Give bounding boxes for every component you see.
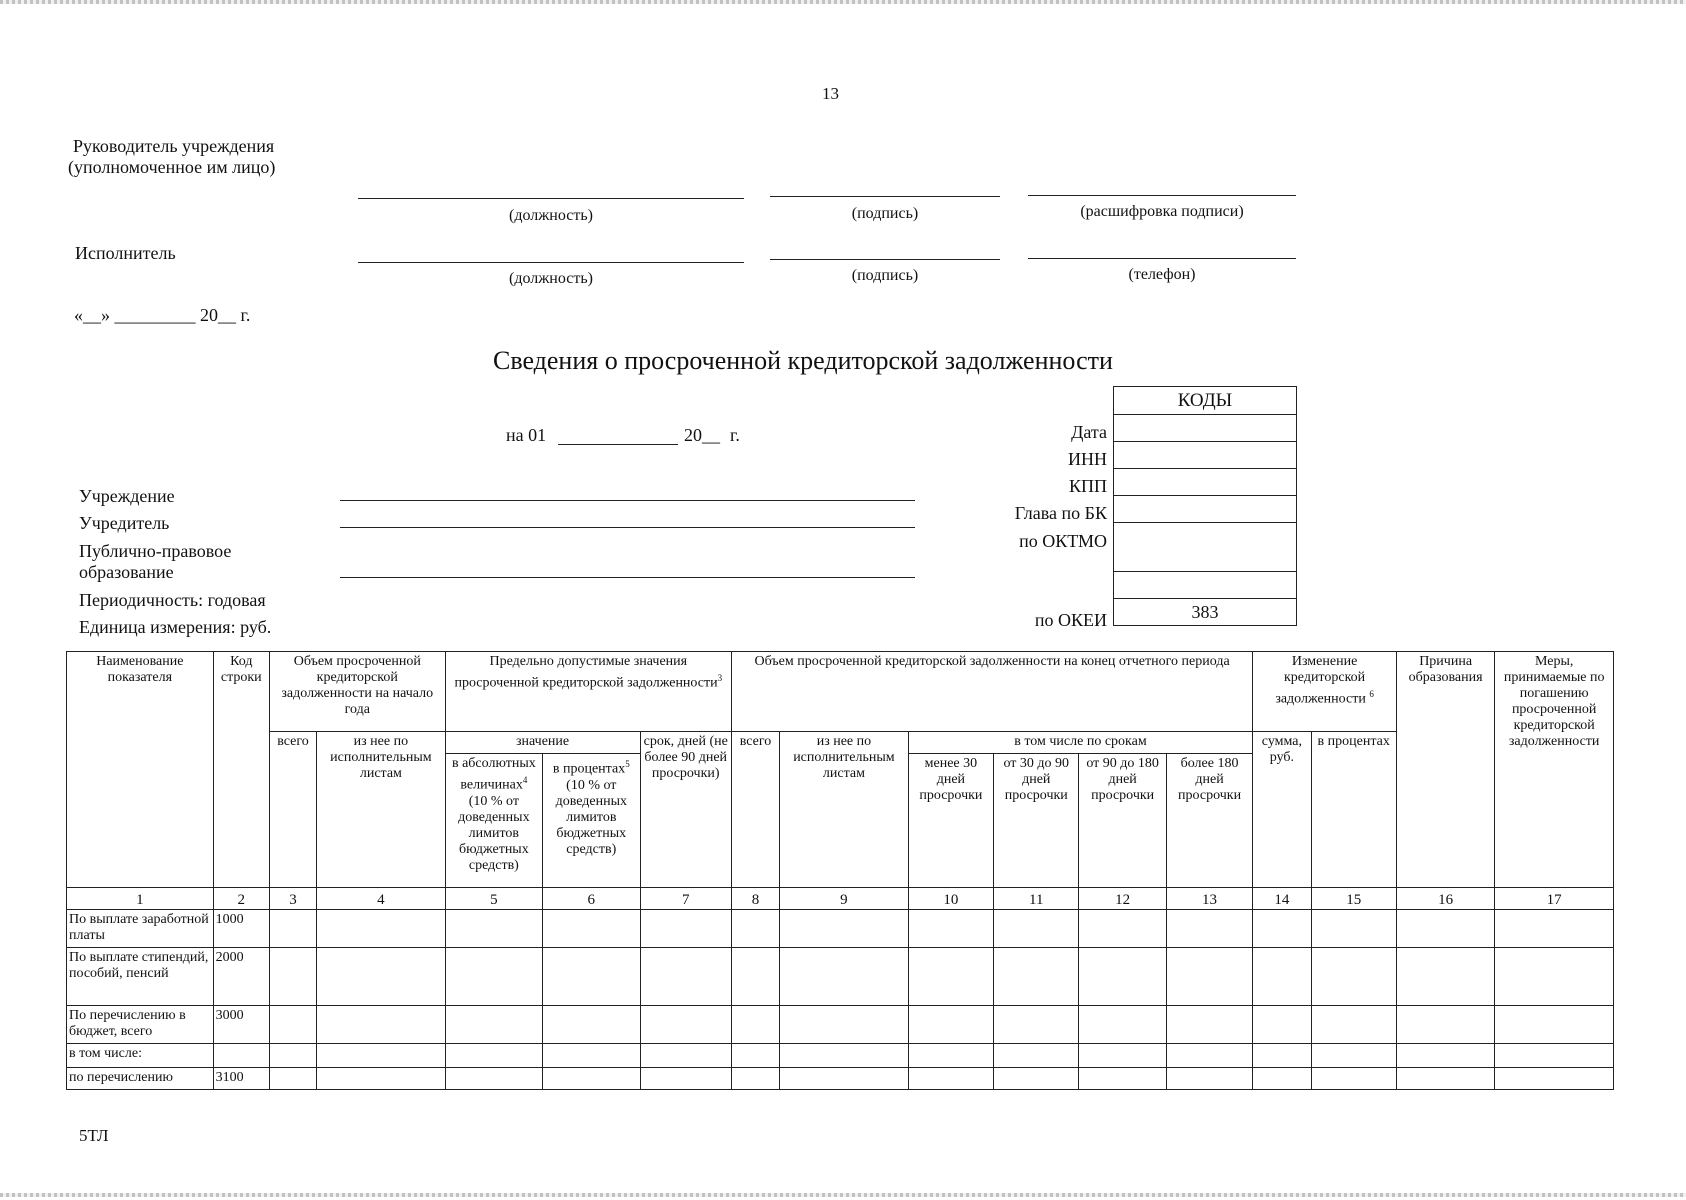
column-number: 2 <box>213 888 269 910</box>
row-name: По выплате заработной платы <box>67 910 214 948</box>
codes-box <box>1113 386 1297 626</box>
executor-signature-line <box>770 259 1000 260</box>
row-name: По перечислению в бюджет, всего <box>67 1006 214 1044</box>
executor-position-caption: (должность) <box>509 270 593 287</box>
header-start-exec: из нее по исполнительным листам <box>317 732 446 888</box>
scan-edge-top <box>0 0 1686 4</box>
code-cell-chapter-bk[interactable] <box>1114 496 1296 523</box>
header-term: срок, дней (не более 90 дней просрочки) <box>640 732 731 888</box>
executor-signature-caption: (подпись) <box>851 267 919 284</box>
document-title: Сведения о просроченной кредиторской задолженности <box>493 346 1113 375</box>
executor-phone-line <box>1028 258 1296 259</box>
row-code <box>213 1044 269 1068</box>
row-code: 3000 <box>213 1006 269 1044</box>
header-limits: Предельно допустимые значения просроченной кредиторской задолженности$^3$ <box>445 652 731 732</box>
codes-header: КОДЫ <box>1114 387 1296 415</box>
header-lt30: менее 30 дней просрочки <box>908 754 993 888</box>
header-90-180: от 90 до 180 дней просрочки <box>1079 754 1166 888</box>
header-end-total: всего <box>731 732 779 888</box>
column-number: 8 <box>731 888 779 910</box>
head-signature-line <box>770 196 1000 197</box>
header-end-exec: из нее по исполнительным листам <box>780 732 909 888</box>
institution-line <box>340 500 915 501</box>
row-name: в том числе: <box>67 1044 214 1068</box>
header-rel: в процентах$^5$ (10 % от доведенных лимитов бюджетных средств) <box>543 754 640 888</box>
column-number: 6 <box>543 888 640 910</box>
column-numbers-row <box>67 888 1614 910</box>
column-number: 5 <box>445 888 542 910</box>
column-number: 4 <box>317 888 446 910</box>
head-label-line2: (уполномоченное им лицо) <box>68 157 276 177</box>
code-cell-okei: 383 <box>1191 602 1219 622</box>
executor-label: Исполнитель <box>75 243 176 263</box>
public-entity-line <box>340 577 915 578</box>
institution-label: Учреждение <box>79 486 175 506</box>
row-code: 1000 <box>213 910 269 948</box>
header-reason: Причина образования <box>1396 652 1494 888</box>
public-entity-label-line2: образование <box>79 562 174 582</box>
column-number: 13 <box>1166 888 1252 910</box>
column-number: 10 <box>908 888 993 910</box>
header-start-total: всего <box>269 732 316 888</box>
table-row <box>67 948 1614 1006</box>
as-of-suffix: г. <box>730 425 740 445</box>
row-code: 2000 <box>213 948 269 1006</box>
table-row <box>67 910 1614 948</box>
founder-line <box>340 527 915 528</box>
head-label-line1: Руководитель учреждения <box>73 136 275 156</box>
header-measures: Меры, принимаемые по погашению просроченной кредиторской задолженности <box>1495 652 1614 888</box>
head-signature-caption: (подпись) <box>851 205 919 222</box>
head-position-caption: (должность) <box>509 207 593 224</box>
table-row <box>67 1006 1614 1044</box>
head-decoding-line <box>1028 195 1296 196</box>
row-name: по перечислению <box>67 1068 214 1090</box>
header-gt180: более 180 дней просрочки <box>1166 754 1252 888</box>
row-code: 3100 <box>213 1068 269 1090</box>
executor-phone-caption: (телефон) <box>1128 266 1196 283</box>
header-change: Изменение кредиторской задолженности $^6$ <box>1253 652 1397 732</box>
header-name: Наименование показателя <box>67 652 214 888</box>
unit-label: Единица измерения: руб. <box>79 617 272 637</box>
as-of-prefix: на 01 <box>506 425 547 445</box>
code-cell-kpp[interactable] <box>1114 469 1296 496</box>
code-label-oktmo: по ОКТМО <box>1019 531 1107 551</box>
form-code: 5ТЛ <box>79 1126 109 1145</box>
periodicity-label: Периодичность: годовая <box>79 590 266 610</box>
table-row <box>67 1044 1614 1068</box>
column-number: 12 <box>1079 888 1166 910</box>
column-number: 17 <box>1495 888 1614 910</box>
code-label-okei: по ОКЕИ <box>1034 610 1107 630</box>
code-cell-date[interactable] <box>1114 415 1296 442</box>
column-number: 14 <box>1253 888 1311 910</box>
header-start-volume: Объем просроченной кредиторской задолженности на начало года <box>269 652 445 732</box>
table-row <box>67 1068 1614 1090</box>
column-number: 3 <box>269 888 316 910</box>
executor-position-line <box>358 262 744 263</box>
scan-edge-bottom <box>0 1193 1686 1197</box>
header-30-90: от 30 до 90 дней просрочки <box>994 754 1079 888</box>
head-decoding-caption: (расшифровка подписи) <box>1080 203 1244 220</box>
signature-date: «__» _________ 20__ г. <box>74 305 251 325</box>
page-number: 13 <box>822 84 839 103</box>
header-by-terms: в том числе по срокам <box>908 732 1253 754</box>
header-change-pct: в процентах <box>1311 732 1396 888</box>
public-entity-label-line1: Публично-правовое <box>79 541 232 561</box>
code-cell-inn[interactable] <box>1114 442 1296 469</box>
as-of-day-line <box>558 444 678 445</box>
overdue-payables-table <box>66 651 1614 1090</box>
column-number: 11 <box>994 888 1079 910</box>
column-number: 16 <box>1396 888 1494 910</box>
column-number: 15 <box>1311 888 1396 910</box>
column-number: 9 <box>780 888 909 910</box>
code-cell-oktmo[interactable] <box>1114 523 1296 572</box>
as-of-year: 20__ <box>684 425 720 445</box>
column-number: 7 <box>640 888 731 910</box>
head-position-line <box>358 198 744 199</box>
code-cell-blank[interactable] <box>1114 572 1296 599</box>
code-label-date: Дата <box>1071 422 1107 442</box>
header-code: Код строки <box>213 652 269 888</box>
code-label-chapter-bk: Глава по БК <box>1014 503 1107 523</box>
code-label-inn: ИНН <box>1068 449 1107 469</box>
code-label-kpp: КПП <box>1068 476 1107 496</box>
header-end-volume: Объем просроченной кредиторской задолженности на конец отчетного периода <box>731 652 1252 732</box>
row-name: По выплате стипендий, пособий, пенсий <box>67 948 214 1006</box>
header-value: значение <box>445 732 640 754</box>
header-change-sum: сумма, руб. <box>1253 732 1311 888</box>
header-abs: в абсолютных величинах$^4$ (10 % от доведенных лимитов бюджетных средств) <box>445 754 542 888</box>
column-number: 1 <box>67 888 214 910</box>
founder-label: Учредитель <box>79 513 170 533</box>
